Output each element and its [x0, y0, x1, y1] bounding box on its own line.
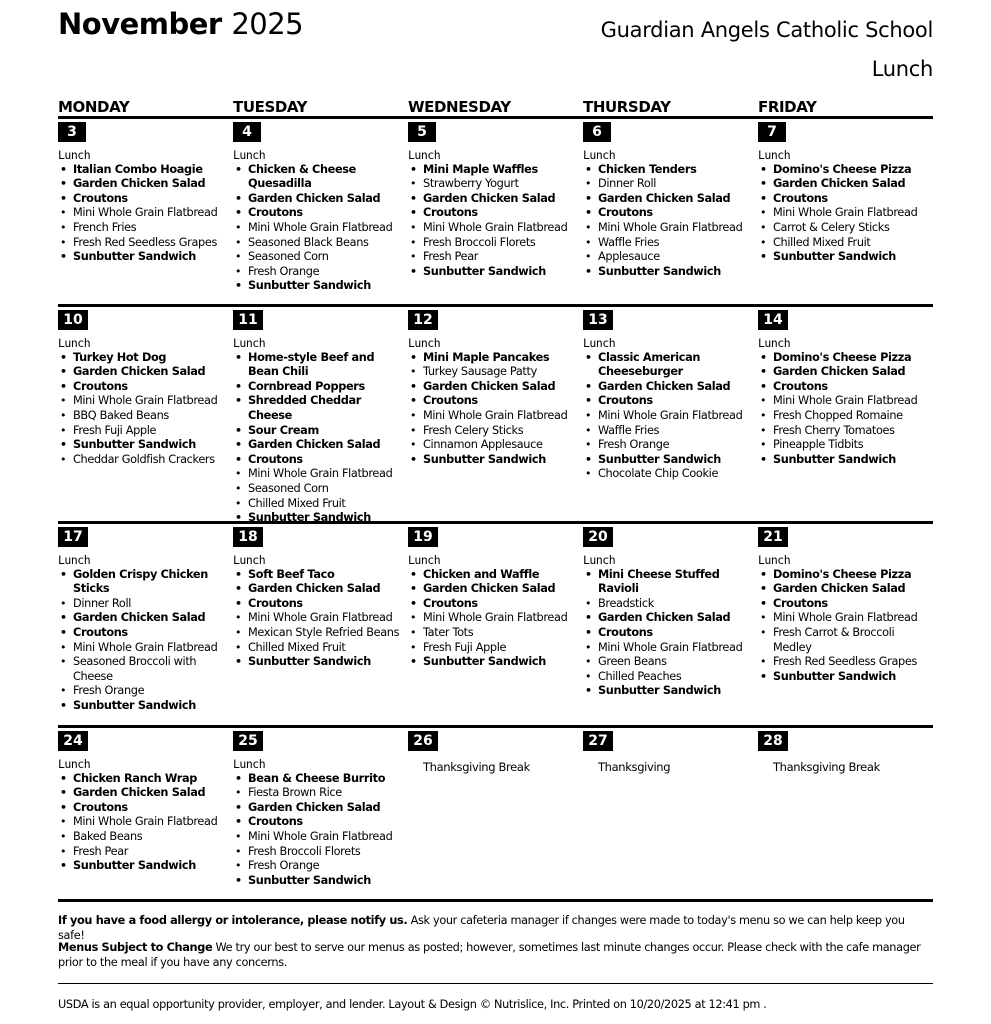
menu-item: • Croutons — [233, 597, 406, 612]
menu-item: • Sunbutter Sandwich — [233, 511, 406, 521]
menu-item: • Mini Whole Grain Flatbread — [758, 394, 931, 409]
meal-label: Lunch — [408, 148, 441, 162]
day-cell — [583, 728, 758, 899]
menu-item-list — [58, 351, 233, 468]
date-badge: 24 — [58, 731, 88, 751]
menu-item: • Dinner Roll — [583, 177, 756, 192]
menu-item: • Mini Whole Grain Flatbread — [408, 611, 581, 626]
date-badge: 27 — [583, 731, 613, 751]
week-row — [58, 116, 933, 304]
menu-item: • Italian Combo Hoagie — [58, 163, 231, 178]
menu-item: • Croutons — [758, 597, 931, 612]
menu-item: • Mini Whole Grain Flatbread — [233, 221, 406, 236]
date-badge: 13 — [583, 310, 613, 330]
day-of-week-header-row — [58, 97, 933, 117]
menu-item-list — [408, 351, 583, 468]
menu-item: • Mini Whole Grain Flatbread — [583, 409, 756, 424]
week-row — [58, 304, 933, 521]
day-header-tuesday: TUESDAY — [233, 98, 308, 116]
menu-item-list — [233, 163, 408, 294]
menu-item: • Fresh Orange — [583, 438, 756, 453]
menu-item: • Garden Chicken Salad — [233, 192, 406, 207]
day-cell — [408, 524, 583, 725]
menu-item: • Sunbutter Sandwich — [58, 438, 231, 453]
menu-item: • Baked Beans — [58, 830, 231, 845]
menu-item: • Mini Whole Grain Flatbread — [408, 221, 581, 236]
menu-item: • Croutons — [408, 394, 581, 409]
menu-item: • Chilled Mixed Fruit — [233, 497, 406, 512]
menu-item: • Domino's Cheese Pizza — [758, 351, 931, 366]
menu-item: • Pineapple Tidbits — [758, 438, 931, 453]
menu-item: • Strawberry Yogurt — [408, 177, 581, 192]
menu-item: • Turkey Hot Dog — [58, 351, 231, 366]
menu-item: • Mini Maple Waffles — [408, 163, 581, 178]
menu-item: • Garden Chicken Salad — [58, 786, 231, 801]
menu-item: • Mini Maple Pancakes — [408, 351, 581, 366]
date-badge: 17 — [58, 527, 88, 547]
day-cell — [758, 728, 933, 899]
day-header-monday: MONDAY — [58, 98, 130, 116]
menu-item-list — [758, 568, 933, 685]
holiday-note: Thanksgiving — [598, 760, 671, 774]
menu-item: • Sunbutter Sandwich — [583, 453, 756, 468]
menu-item: • Domino's Cheese Pizza — [758, 163, 931, 178]
menu-item-list — [408, 568, 583, 670]
menu-item: • Garden Chicken Salad — [58, 611, 231, 626]
menu-item: • Sunbutter Sandwich — [583, 265, 756, 280]
day-cell — [408, 307, 583, 521]
menu-item: • Garden Chicken Salad — [408, 380, 581, 395]
meal-label: Lunch — [408, 553, 441, 567]
menu-item: • Sour Cream — [233, 424, 406, 439]
menu-item-list — [58, 568, 233, 714]
menu-item: • Garden Chicken Salad — [583, 611, 756, 626]
meal-label: Lunch — [233, 336, 266, 350]
day-cell — [58, 524, 233, 725]
menu-item: • Garden Chicken Salad — [408, 582, 581, 597]
menu-item-list — [233, 568, 408, 670]
menu-item: • Mini Whole Grain Flatbread — [583, 641, 756, 656]
date-badge: 21 — [758, 527, 788, 547]
menu-item-list — [583, 568, 758, 699]
date-badge: 19 — [408, 527, 438, 547]
menu-item-list — [58, 163, 233, 265]
menu-item: • Chicken Ranch Wrap — [58, 772, 231, 787]
meal-label: Lunch — [58, 553, 91, 567]
menu-item: • Fresh Orange — [58, 684, 231, 699]
menu-item: • Seasoned Black Beans — [233, 236, 406, 251]
menu-item-list — [758, 163, 933, 265]
menu-item: • Mini Whole Grain Flatbread — [758, 206, 931, 221]
menu-item: • Croutons — [58, 192, 231, 207]
menu-item: • Fresh Red Seedless Grapes — [758, 655, 931, 670]
menu-item: • Cornbread Poppers — [233, 380, 406, 395]
menu-item: • Cheddar Goldfish Crackers — [58, 453, 231, 468]
menu-item: • Chicken and Waffle — [408, 568, 581, 583]
menu-item: • Sunbutter Sandwich — [758, 670, 931, 685]
day-cell — [233, 119, 408, 304]
menu-item: • Mini Whole Grain Flatbread — [58, 815, 231, 830]
calendar-bottom-divider — [58, 899, 933, 902]
date-badge: 10 — [58, 310, 88, 330]
menu-item: • Fresh Broccoli Florets — [408, 236, 581, 251]
day-cell — [58, 307, 233, 521]
menu-item: • Fresh Chopped Romaine — [758, 409, 931, 424]
menu-item: • Croutons — [583, 626, 756, 641]
menu-item: • Garden Chicken Salad — [408, 192, 581, 207]
menu-item: • Garden Chicken Salad — [583, 380, 756, 395]
menu-item: • Dinner Roll — [58, 597, 231, 612]
menu-item: • Cinnamon Applesauce — [408, 438, 581, 453]
menu-item: • Mini Whole Grain Flatbread — [758, 611, 931, 626]
footer-divider — [58, 983, 933, 984]
meal-label: Lunch — [758, 553, 791, 567]
menu-item-list — [408, 163, 583, 280]
meal-label: Lunch — [583, 148, 616, 162]
menu-item: • Seasoned Corn — [233, 250, 406, 265]
meal-label: Lunch — [408, 336, 441, 350]
menu-change-text: We try our best to serve our menus as posted; however, sometimes last minute changes occur. Please check with the cafe manager prior to the meal if you have any concerns. — [58, 941, 921, 969]
menu-item: • Chilled Mixed Fruit — [233, 641, 406, 656]
day-cell — [233, 524, 408, 725]
menu-item: • Mini Cheese Stuffed Ravioli — [583, 568, 756, 597]
menu-item: • Croutons — [58, 380, 231, 395]
date-badge: 3 — [58, 122, 86, 142]
day-cell — [58, 119, 233, 304]
date-badge: 4 — [233, 122, 261, 142]
menu-item: • Sunbutter Sandwich — [408, 655, 581, 670]
menu-item: • Waffle Fries — [583, 424, 756, 439]
day-header-friday: FRIDAY — [758, 98, 817, 116]
page-title — [58, 4, 303, 44]
menu-item: • Croutons — [758, 380, 931, 395]
menu-item: • Fresh Carrot & Broccoli Medley — [758, 626, 931, 655]
menu-item: • Turkey Sausage Patty — [408, 365, 581, 380]
menu-item: • Fresh Fuji Apple — [58, 424, 231, 439]
school-name: Guardian Angels Catholic School — [600, 18, 933, 42]
menu-item: • Fresh Pear — [58, 845, 231, 860]
menu-item: • Croutons — [233, 206, 406, 221]
meal-type: Lunch — [871, 57, 933, 81]
menu-item: • Sunbutter Sandwich — [758, 453, 931, 468]
day-cell — [583, 307, 758, 521]
menu-item: • Sunbutter Sandwich — [233, 279, 406, 294]
menu-item: • Sunbutter Sandwich — [58, 699, 231, 714]
meal-label: Lunch — [58, 336, 91, 350]
menu-item: • Croutons — [408, 206, 581, 221]
menu-item: • Chilled Mixed Fruit — [758, 236, 931, 251]
menu-item: • Soft Beef Taco — [233, 568, 406, 583]
menu-item: • Waffle Fries — [583, 236, 756, 251]
menu-item: • Croutons — [58, 626, 231, 641]
usda-statement: USDA is an equal opportunity provider, employer, and lender. Layout & Design © Nutrislice, Inc. Printed on 10/20/2025 at 12:41 pm . — [58, 998, 767, 1011]
menu-item: • Chilled Peaches — [583, 670, 756, 685]
menu-item: • Tater Tots — [408, 626, 581, 641]
menu-item-list — [58, 772, 233, 874]
menu-item: • Garden Chicken Salad — [758, 177, 931, 192]
menu-item: • Sunbutter Sandwich — [758, 250, 931, 265]
menu-item-list — [583, 163, 758, 280]
menu-item: • Croutons — [233, 453, 406, 468]
meal-label: Lunch — [58, 148, 91, 162]
allergy-notice-text: Ask your cafeteria manager if changes were made to today's menu so we can help keep you safe! — [58, 914, 905, 942]
day-cell — [408, 119, 583, 304]
menu-item-list — [233, 772, 408, 889]
date-badge: 6 — [583, 122, 611, 142]
day-cell — [758, 119, 933, 304]
menu-item: • Home-style Beef and Bean Chili — [233, 351, 406, 380]
allergy-notice — [58, 913, 933, 943]
menu-item-list — [233, 351, 408, 521]
menu-item: • Croutons — [58, 801, 231, 816]
menu-item: • Sunbutter Sandwich — [583, 684, 756, 699]
date-badge: 18 — [233, 527, 263, 547]
date-badge: 12 — [408, 310, 438, 330]
menu-item: • Classic American Cheeseburger — [583, 351, 756, 380]
menu-item: • Green Beans — [583, 655, 756, 670]
date-badge: 7 — [758, 122, 786, 142]
menu-item: • Garden Chicken Salad — [233, 438, 406, 453]
menu-item-list — [583, 351, 758, 482]
holiday-note: Thanksgiving Break — [423, 760, 530, 774]
day-cell — [758, 307, 933, 521]
day-cell — [583, 524, 758, 725]
menu-item: • Sunbutter Sandwich — [233, 874, 406, 889]
menu-item: • Garden Chicken Salad — [58, 177, 231, 192]
menu-item: • Sunbutter Sandwich — [408, 453, 581, 468]
year-title: 2025 — [231, 7, 304, 41]
menu-item: • Croutons — [408, 597, 581, 612]
meal-label: Lunch — [233, 553, 266, 567]
menu-item: • Mini Whole Grain Flatbread — [233, 611, 406, 626]
day-header-thursday: THURSDAY — [583, 98, 671, 116]
day-cell — [408, 728, 583, 899]
menu-item: • Sunbutter Sandwich — [233, 655, 406, 670]
week-row — [58, 725, 933, 899]
menu-item: • Mexican Style Refried Beans — [233, 626, 406, 641]
date-badge: 25 — [233, 731, 263, 751]
menu-item-list — [758, 351, 933, 468]
day-cell — [233, 307, 408, 521]
menu-change-notice — [58, 940, 933, 970]
day-cell — [58, 728, 233, 899]
menu-item: • BBQ Baked Beans — [58, 409, 231, 424]
day-cell — [233, 728, 408, 899]
menu-item: • Croutons — [583, 394, 756, 409]
meal-label: Lunch — [58, 757, 91, 771]
menu-item: • Fresh Celery Sticks — [408, 424, 581, 439]
holiday-note: Thanksgiving Break — [773, 760, 880, 774]
menu-item: • Chicken Tenders — [583, 163, 756, 178]
meal-label: Lunch — [758, 148, 791, 162]
date-badge: 28 — [758, 731, 788, 751]
date-badge: 20 — [583, 527, 613, 547]
day-header-wednesday: WEDNESDAY — [408, 98, 511, 116]
meal-label: Lunch — [583, 336, 616, 350]
menu-item: • Chicken & Cheese Quesadilla — [233, 163, 406, 192]
menu-item: • Sunbutter Sandwich — [58, 250, 231, 265]
menu-item: • Fresh Orange — [233, 265, 406, 280]
menu-item: • Mini Whole Grain Flatbread — [233, 830, 406, 845]
date-badge: 26 — [408, 731, 438, 751]
menu-item: • Fresh Red Seedless Grapes — [58, 236, 231, 251]
menu-item: • Fresh Cherry Tomatoes — [758, 424, 931, 439]
menu-item: • Seasoned Corn — [233, 482, 406, 497]
menu-item: • Garden Chicken Salad — [58, 365, 231, 380]
menu-item: • Fresh Orange — [233, 859, 406, 874]
menu-item: • Shredded Cheddar Cheese — [233, 394, 406, 423]
menu-item: • Fresh Fuji Apple — [408, 641, 581, 656]
menu-item: • Seasoned Broccoli with Cheese — [58, 655, 231, 684]
menu-item: • Croutons — [758, 192, 931, 207]
menu-item: • Garden Chicken Salad — [233, 582, 406, 597]
menu-item: • Croutons — [233, 815, 406, 830]
menu-item: • Garden Chicken Salad — [758, 365, 931, 380]
menu-item: • Mini Whole Grain Flatbread — [58, 206, 231, 221]
menu-item: • Mini Whole Grain Flatbread — [58, 394, 231, 409]
menu-item: • Applesauce — [583, 250, 756, 265]
meal-label: Lunch — [233, 148, 266, 162]
day-cell — [758, 524, 933, 725]
menu-change-bold: Menus Subject to Change — [58, 941, 213, 954]
menu-item: • Breadstick — [583, 597, 756, 612]
menu-item: • French Fries — [58, 221, 231, 236]
menu-item: • Croutons — [583, 206, 756, 221]
menu-item: • Mini Whole Grain Flatbread — [583, 221, 756, 236]
menu-item: • Mini Whole Grain Flatbread — [58, 641, 231, 656]
menu-item: • Fiesta Brown Rice — [233, 786, 406, 801]
date-badge: 11 — [233, 310, 263, 330]
menu-item: • Domino's Cheese Pizza — [758, 568, 931, 583]
menu-item: • Sunbutter Sandwich — [408, 265, 581, 280]
menu-item: • Chocolate Chip Cookie — [583, 467, 756, 482]
menu-item: • Sunbutter Sandwich — [58, 859, 231, 874]
month-title: November — [58, 7, 222, 41]
meal-label: Lunch — [233, 757, 266, 771]
date-badge: 14 — [758, 310, 788, 330]
menu-item: • Mini Whole Grain Flatbread — [233, 467, 406, 482]
menu-item: • Garden Chicken Salad — [583, 192, 756, 207]
meal-label: Lunch — [758, 336, 791, 350]
menu-item: • Bean & Cheese Burrito — [233, 772, 406, 787]
date-badge: 5 — [408, 122, 436, 142]
menu-item: • Garden Chicken Salad — [233, 801, 406, 816]
meal-label: Lunch — [583, 553, 616, 567]
menu-item: • Garden Chicken Salad — [758, 582, 931, 597]
day-cell — [583, 119, 758, 304]
menu-item: • Fresh Broccoli Florets — [233, 845, 406, 860]
menu-item: • Mini Whole Grain Flatbread — [408, 409, 581, 424]
menu-item: • Golden Crispy Chicken Sticks — [58, 568, 231, 597]
menu-item: • Fresh Pear — [408, 250, 581, 265]
week-row — [58, 521, 933, 725]
menu-item: • Carrot & Celery Sticks — [758, 221, 931, 236]
allergy-notice-bold: If you have a food allergy or intolerance, please notify us. — [58, 914, 408, 927]
